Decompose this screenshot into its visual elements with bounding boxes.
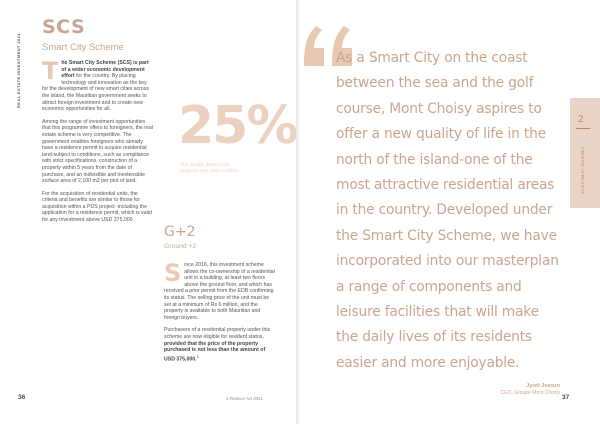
lead-text: he Smart City Scheme (SCS) is part of a wider economic development effort (61, 60, 149, 80)
paragraph-4 (164, 259, 276, 321)
paragraph-1 (42, 57, 154, 113)
text-column-2 (164, 259, 276, 369)
page-subtitle: Smart City Scheme (42, 42, 124, 53)
paragraph-5-start: Purchasers of a residential property under this scheme are now eligible for resident status, (164, 327, 271, 340)
stat-value: 25% (178, 96, 297, 156)
g2-subtitle: Ground +2 (164, 243, 197, 250)
paragraph-5-bold: provided that the price of the property purchased is not less than the amount of USD 375,000. (164, 340, 266, 363)
dropcap: T (42, 57, 59, 85)
tab-number: 2 (578, 114, 584, 125)
paragraph-3: For the acquisition of residential units, the criteria and benefits are similar to those for acquisition within a PDS project -including the application for a residence permit, which is valid for any investment above USD 375,000. (42, 190, 152, 224)
dropcap: S (164, 259, 182, 287)
g2-title: G+2 (164, 224, 196, 240)
page-number-right: 37 (562, 394, 570, 401)
side-label: REAL ESTATE INVESTMENT 2021 (16, 33, 21, 108)
footnote: 1 Finance Act 2021 (226, 396, 263, 401)
paragraph-5 (164, 327, 276, 363)
paragraph-1-rest: for the country. By placing technology and innovation as the key for the development of new smart cities across the island, the Mauritian government seeks to attract foreign investment and to create new economic opportunities for all. (42, 73, 149, 113)
left-page (0, 0, 296, 424)
signature-title: CEO, Groupe Mont Choisy (500, 390, 560, 396)
section-tab (570, 98, 600, 208)
tab-divider (576, 128, 590, 129)
footnote-ref: 1 (196, 353, 200, 359)
right-page (300, 0, 600, 424)
page-title: SCS (42, 16, 86, 38)
text-column-1 (42, 57, 154, 230)
tab-label: INVESTMENT SCHEMES (581, 146, 585, 194)
page-number-left: 36 (18, 394, 26, 401)
stat-caption: The foreign demand for property over USD 1 million (180, 163, 239, 174)
signature-name: Jyoti Jeetun (526, 383, 560, 389)
paragraph-2: Among the range of investment opportunities that this programme offers to foreigners, the real estate scheme is very competitive. The government enables foreigners who already have a residence permit to acquire residential land-subject to conditions, such as compliance with strict specifications, construction of a property within 5 years from the date of purchase, and an indivisible and inextensible surface area of 2,100 m2 per plot of land. (42, 118, 153, 185)
pull-quote: As a Smart City on the coast between the sea and the golf course, Mont Choisy aspires to offer a new quality of life in the north of the island-one of the most attractive residential areas in the country. Developed under the Smart City Scheme, we have incorporated into our masterplan a range of components and leisure facilities that will make the daily lives of its residents easier and more enjoyable. (336, 50, 559, 371)
paragraph-4-rest: ince 2016, this investment scheme allows the co-ownership of a residential unit in a building, at least two floors above the ground floor, and which has received a prior permit from the EDB confirming its status. The selling price of the unit must be set at a minimum of Rs 6 million, and the property is available to both Mauritian and foreign buyers. (164, 262, 275, 321)
